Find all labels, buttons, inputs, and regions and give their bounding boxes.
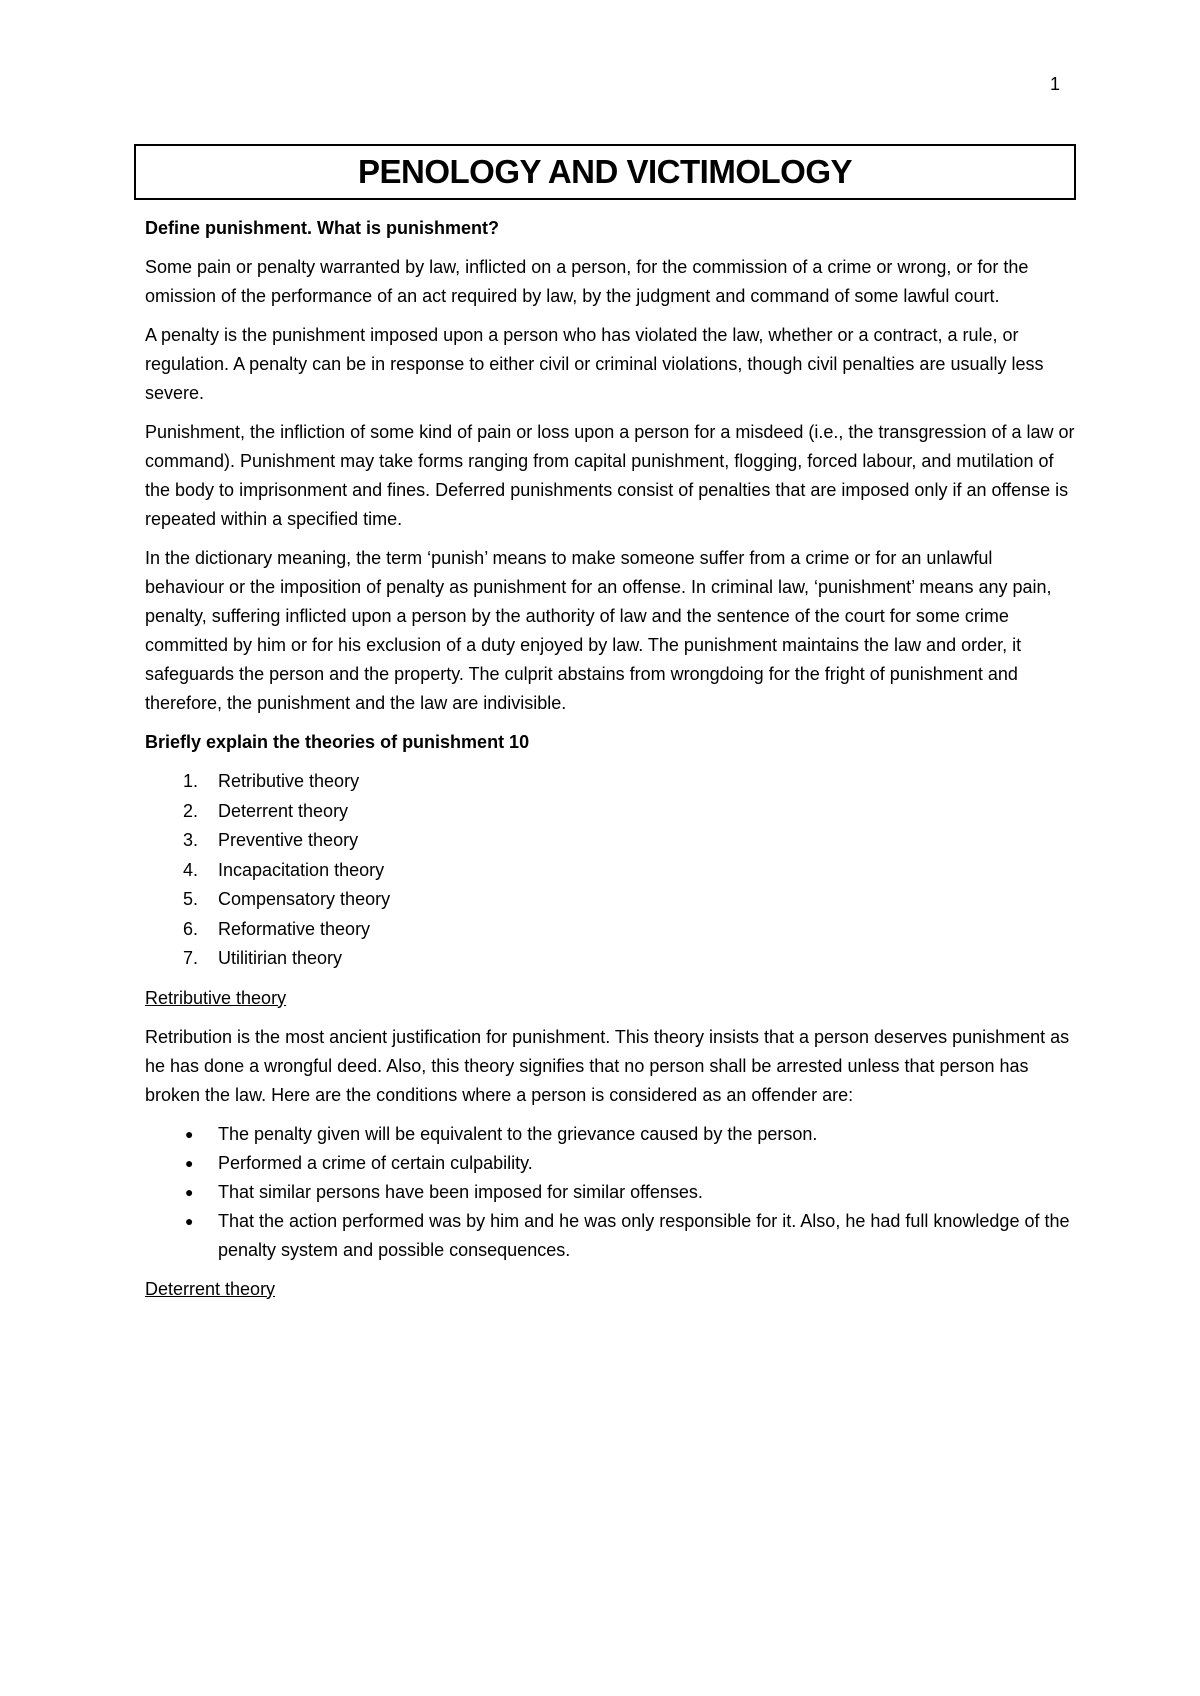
list-item bbox=[145, 885, 1075, 915]
list-item bbox=[145, 1120, 1075, 1149]
paragraph: A penalty is the punishment imposed upon a person who has violated the law, whether or a contract, a rule, or regulation. A penalty can be in response to either civil or criminal violations, though civil penalties are usually less severe. bbox=[145, 325, 1044, 403]
paragraph: Retribution is the most ancient justification for punishment. This theory insists that a person deserves punishment as he has done a wrongful deed. Also, this theory signifies that no person shall be arrested unless that person has broken the law. Here are the conditions where a person is considered as an offender are: bbox=[145, 1026, 1070, 1105]
list-item bbox=[145, 856, 1075, 886]
document-body bbox=[145, 144, 1075, 1304]
theories-list bbox=[145, 767, 1075, 974]
bullet-icon: ● bbox=[185, 1154, 194, 1171]
list-number: 6. bbox=[182, 918, 198, 939]
list-item bbox=[145, 1178, 1075, 1207]
list-number: 2. bbox=[182, 800, 198, 821]
list-label: Incapacitation theory bbox=[218, 859, 385, 880]
bullet-icon: ● bbox=[185, 1125, 194, 1142]
bullet-icon: ● bbox=[185, 1183, 194, 1200]
document-title: PENOLOGY AND VICTIMOLOGY bbox=[357, 153, 853, 190]
paragraph: In the dictionary meaning, the term ‘punish’ means to make someone suffer from a crime or for an unlawful behaviour or the imposition of penalty as punishment for an offense. In criminal law, ‘punishment’ means any pain, penalty, suffering inflicted upon a person by the authority of law and the sentence of the court for some crime committed by him or for his exclusion of a duty enjoyed by law. The punishment maintains the law and order, it safeguards the person and the property. The culprit abstains from wrongdoing for the fright of punishment and therefore, the punishment and the law are indivisible. bbox=[145, 548, 1052, 713]
list-label: Reformative theory bbox=[218, 918, 371, 939]
list-number: 5. bbox=[182, 889, 198, 909]
section-heading-deterrent: Deterrent theory bbox=[145, 1278, 276, 1299]
list-item bbox=[145, 767, 1075, 797]
list-item bbox=[145, 1149, 1075, 1178]
list-item bbox=[145, 915, 1075, 945]
list-item bbox=[145, 826, 1075, 856]
list-number: 4. bbox=[182, 859, 198, 880]
list-item bbox=[145, 944, 1075, 974]
question-heading-theories: Briefly explain the theories of punishment 10 bbox=[145, 732, 530, 752]
list-label: That the action performed was by him and he was only responsible for it. Also, he had full knowledge of the penalty system and possible consequences. bbox=[218, 1210, 1070, 1260]
list-label: The penalty given will be equivalent to the grievance caused by the person. bbox=[218, 1123, 818, 1144]
list-label: Retributive theory bbox=[218, 771, 360, 791]
conditions-list bbox=[145, 1120, 1075, 1265]
list-number: 1. bbox=[182, 771, 198, 791]
list-label: Performed a crime of certain culpability. bbox=[218, 1152, 533, 1173]
list-number: 3. bbox=[182, 830, 198, 850]
list-label: Utilitirian theory bbox=[218, 948, 343, 968]
list-number: 7. bbox=[182, 948, 198, 968]
section-heading-retributive: Retributive theory bbox=[145, 987, 287, 1008]
list-label: Deterrent theory bbox=[218, 800, 349, 821]
list-label: That similar persons have been imposed for similar offenses. bbox=[218, 1181, 703, 1202]
page-number: 1 bbox=[1049, 74, 1060, 94]
list-label: Compensatory theory bbox=[218, 889, 391, 909]
paragraph: Punishment, the infliction of some kind of pain or loss upon a person for a misdeed (i.e., the transgression of a law or command). Punishment may take forms ranging from capital punishment, flogging, forced labour, and mutilation of the body to imprisonment and fines. Deferred punishments consist of penalties that are imposed only if an offense is repeated within a specified time. bbox=[145, 422, 1075, 529]
question-heading-define-punishment: Define punishment. What is punishment? bbox=[145, 218, 500, 238]
bullet-icon: ● bbox=[185, 1212, 194, 1229]
paragraph: Some pain or penalty warranted by law, inflicted on a person, for the commission of a crime or wrong, or for the omission of the performance of an act required by law, by the judgment and command of some lawful court. bbox=[145, 257, 1029, 306]
list-item bbox=[145, 797, 1075, 827]
title-box bbox=[134, 144, 1076, 200]
list-item bbox=[145, 1207, 1075, 1265]
list-label: Preventive theory bbox=[218, 830, 359, 850]
